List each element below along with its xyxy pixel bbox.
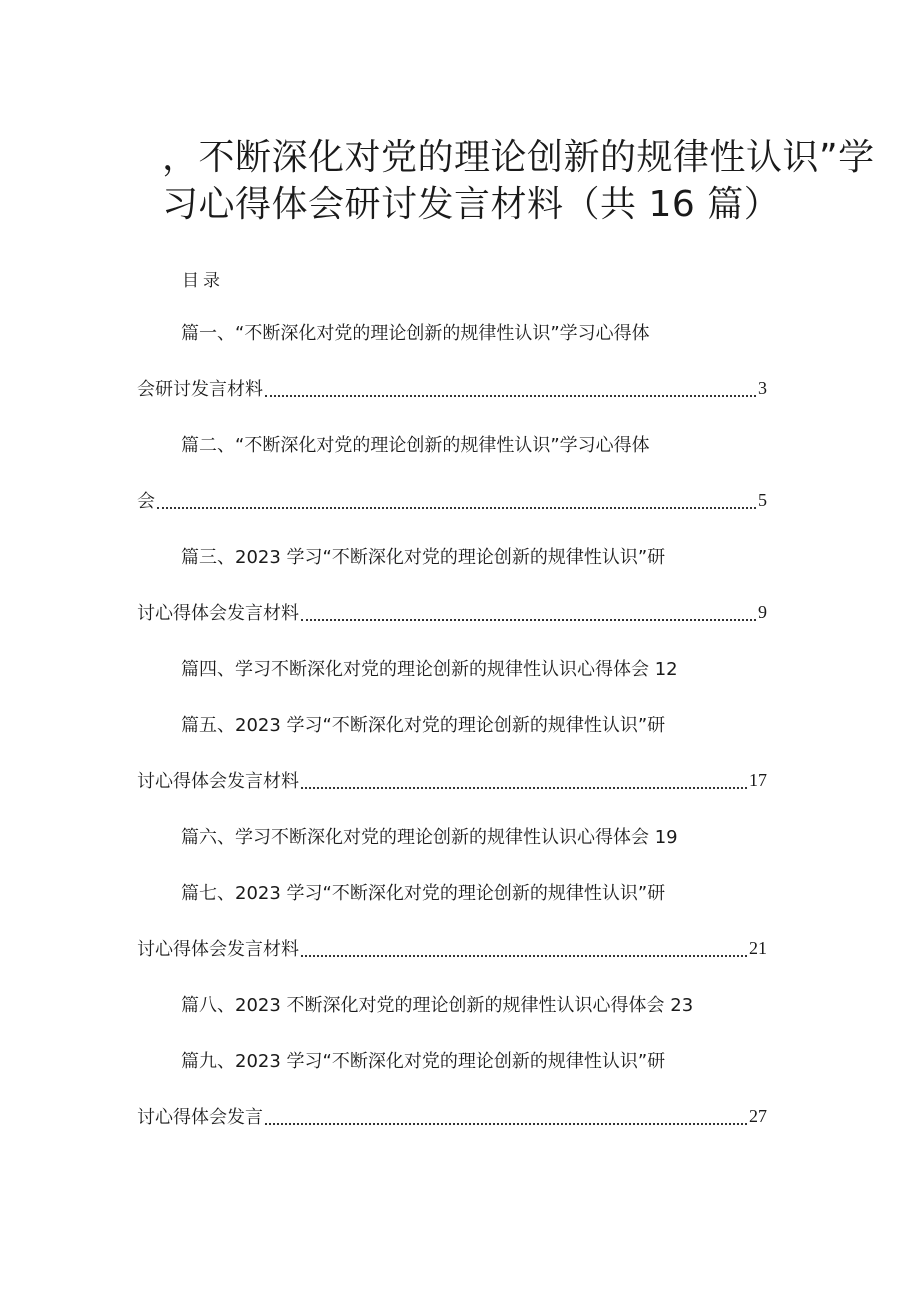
dot-leader — [301, 955, 747, 957]
toc-entry-text: 篇九、2023 学习“不断深化对党的理论创新的规律性认识”研 — [181, 1051, 666, 1072]
toc-entry-text: 会研讨发言材料 — [137, 379, 263, 400]
toc-entry-7-title[interactable] — [181, 878, 665, 906]
toc-entry-text: 会 — [137, 491, 155, 512]
toc-entry-8-title[interactable] — [181, 990, 693, 1018]
toc-entry-5-title[interactable] — [181, 710, 665, 738]
title-line-1: ，不断深化对党的理论创新的规律性认识”学 — [162, 137, 875, 178]
toc-entry-1-continuation[interactable] — [137, 374, 767, 402]
toc-page-number: 21 — [749, 937, 767, 958]
document-title — [162, 134, 875, 228]
toc-entry-3-continuation[interactable] — [137, 598, 767, 626]
toc-entry-text: 讨心得体会发言 — [137, 1107, 263, 1128]
toc-entry-text: 篇二、“不断深化对党的理论创新的规律性认识”学习心得体 — [181, 435, 650, 456]
dot-leader — [265, 1123, 747, 1125]
toc-page-number: 9 — [758, 601, 767, 622]
dot-leader — [157, 507, 756, 509]
toc-heading: 目录 — [182, 271, 224, 291]
toc-entry-text: 篇五、2023 学习“不断深化对党的理论创新的规律性认识”研 — [181, 715, 666, 736]
title-line-2: 习心得体会研讨发言材料（共 16 篇） — [162, 184, 781, 225]
toc-entry-2-title[interactable] — [181, 430, 650, 458]
toc-entry-9-title[interactable] — [181, 1046, 665, 1074]
toc-entry-text: 篇八、2023 不断深化对党的理论创新的规律性认识心得体会 23 — [181, 995, 694, 1016]
toc-entry-7-continuation[interactable] — [137, 934, 767, 962]
toc-entry-6-title[interactable] — [181, 822, 678, 850]
dot-leader — [301, 787, 747, 789]
toc-entry-5-continuation[interactable] — [137, 766, 767, 794]
dot-leader — [301, 619, 756, 621]
toc-entry-1-title[interactable] — [181, 318, 650, 346]
toc-entry-text: 篇一、“不断深化对党的理论创新的规律性认识”学习心得体 — [181, 323, 650, 344]
toc-entry-4-title[interactable] — [181, 654, 678, 682]
toc-entry-9-continuation[interactable] — [137, 1102, 767, 1130]
toc-entry-text: 讨心得体会发言材料 — [137, 603, 299, 624]
toc-entry-text: 篇七、2023 学习“不断深化对党的理论创新的规律性认识”研 — [181, 883, 666, 904]
toc-page-number: 27 — [749, 1105, 767, 1126]
toc-entry-text: 讨心得体会发言材料 — [137, 939, 299, 960]
toc-page-number: 5 — [758, 489, 767, 510]
toc-entry-text: 篇三、2023 学习“不断深化对党的理论创新的规律性认识”研 — [181, 547, 666, 568]
toc-entry-text: 讨心得体会发言材料 — [137, 771, 299, 792]
toc-entry-text: 篇四、学习不断深化对党的理论创新的规律性认识心得体会 12 — [181, 659, 678, 680]
toc-page-number: 3 — [758, 377, 767, 398]
toc-entry-3-title[interactable] — [181, 542, 665, 570]
dot-leader — [265, 395, 756, 397]
toc-page-number: 17 — [749, 769, 767, 790]
toc-entry-text: 篇六、学习不断深化对党的理论创新的规律性认识心得体会 19 — [181, 827, 678, 848]
toc-entry-2-continuation[interactable] — [137, 486, 767, 514]
